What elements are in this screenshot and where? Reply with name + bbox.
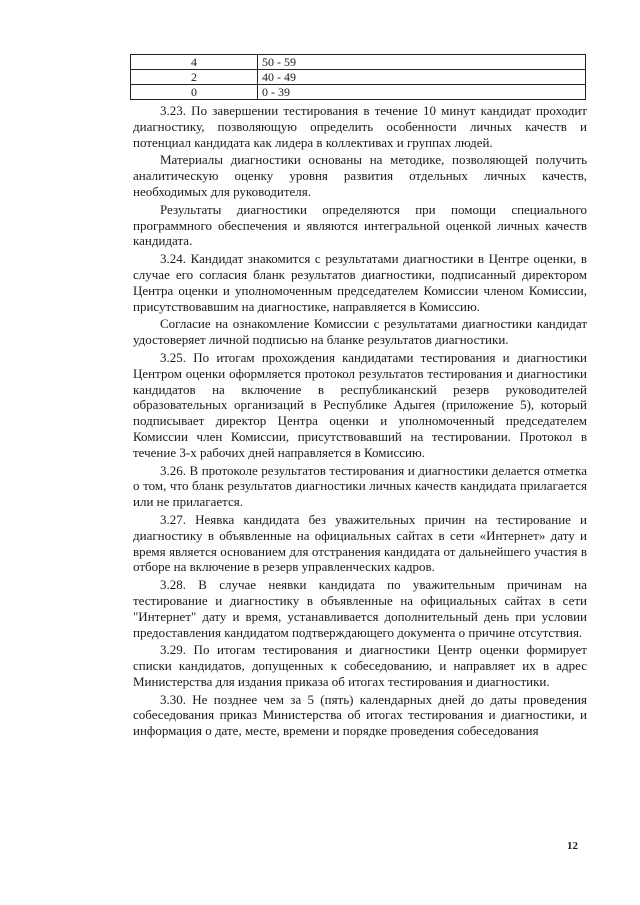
table-row	[131, 85, 586, 100]
table-cell-range: 0 - 39	[258, 85, 586, 100]
paragraph-3-26: 3.26. В протоколе результатов тестирования и диагностики делается отметка о том, что бланк результатов диагностики личных качеств кандидата прилагается или не прилагается.	[133, 462, 587, 510]
score-table	[130, 54, 586, 100]
paragraph-diagnostics-materials: Материалы диагностики основаны на методике, позволяющей получить аналитическую оценку уровня развития отдельных личных качеств, необходимых для руководителя.	[133, 152, 587, 199]
paragraph-3-23: 3.23. По завершении тестирования в течение 10 минут кандидат проходит диагностику, позволяющую определить особенности личных качеств и потенциал кандидата как лидера в коллективах и группах людей.	[133, 103, 587, 150]
table-row	[131, 55, 586, 70]
paragraph-3-29: 3.29. По итогам тестирования и диагностики Центр оценки формирует списки кандидатов, допущенных к собеседованию, и направляет их в адрес Министерства для издания приказа об итогах тестирования и диагностики.	[133, 642, 587, 689]
paragraph-3-28: 3.28. В случае неявки кандидата по уважительным причинам на тестирование и диагностику в объявленные на официальных сайтах в сети "Интернет" дату и время, устанавливается дополнительный день при условии предоставления кандидатом подтверждающего документа о причине отсутствия.	[133, 577, 587, 640]
paragraph-3-25: 3.25. По итогам прохождения кандидатами тестирования и диагностики Центром оценки оформляется протокол результатов тестирования и диагностики кандидатов на включение в республиканский резерв руководителей образовательных организаций в Республике Адыгея (приложение 5), который подписывает директор Центра оценки и уполномоченный председателем Комиссии член Комиссии, присутствовавший на тестировании. Протокол в течение 3-х рабочих дней направляется в Комиссию.	[133, 349, 587, 460]
paragraph-consent: Согласие на ознакомление Комиссии с результатами диагностики кандидат удостоверяет личной подписью на бланке результатов диагностики.	[133, 316, 587, 348]
table-row	[131, 70, 586, 85]
document-body	[133, 103, 587, 741]
paragraph-3-24: 3.24. Кандидат знакомится с результатами диагностики в Центре оценки, в случае его согласия бланк результатов диагностики, подписанный директором Центра оценки и уполномоченным председателем Комиссии членом Комиссии, присутствовавшим на диагностике, направляется в Комиссию.	[133, 251, 587, 314]
paragraph-diagnostics-results: Результаты диагностики определяются при помощи специального программного обеспечения и являются интегральной оценкой личных качеств кандидата.	[133, 201, 587, 249]
table-cell-range: 50 - 59	[258, 55, 586, 70]
paragraph-3-27: 3.27. Неявка кандидата без уважительных причин на тестирование и диагностику в объявленные на официальных сайтах в сети «Интернет» дату и время является основанием для отстранения кандидата от дальнейшего участия в отборе на включение в резерв управленческих кадров.	[133, 511, 587, 575]
table-cell-range: 40 - 49	[258, 70, 586, 85]
table-cell-score: 4	[131, 55, 258, 70]
table-cell-score: 0	[131, 85, 258, 100]
page-number: 12	[567, 840, 578, 852]
table-cell-score: 2	[131, 70, 258, 85]
paragraph-3-30: 3.30. Не позднее чем за 5 (пять) календарных дней до даты проведения собеседования приказ Министерства об итогах тестирования и диагностики, и информация о дате, месте, времени и порядке проведения собеседования	[133, 691, 587, 739]
